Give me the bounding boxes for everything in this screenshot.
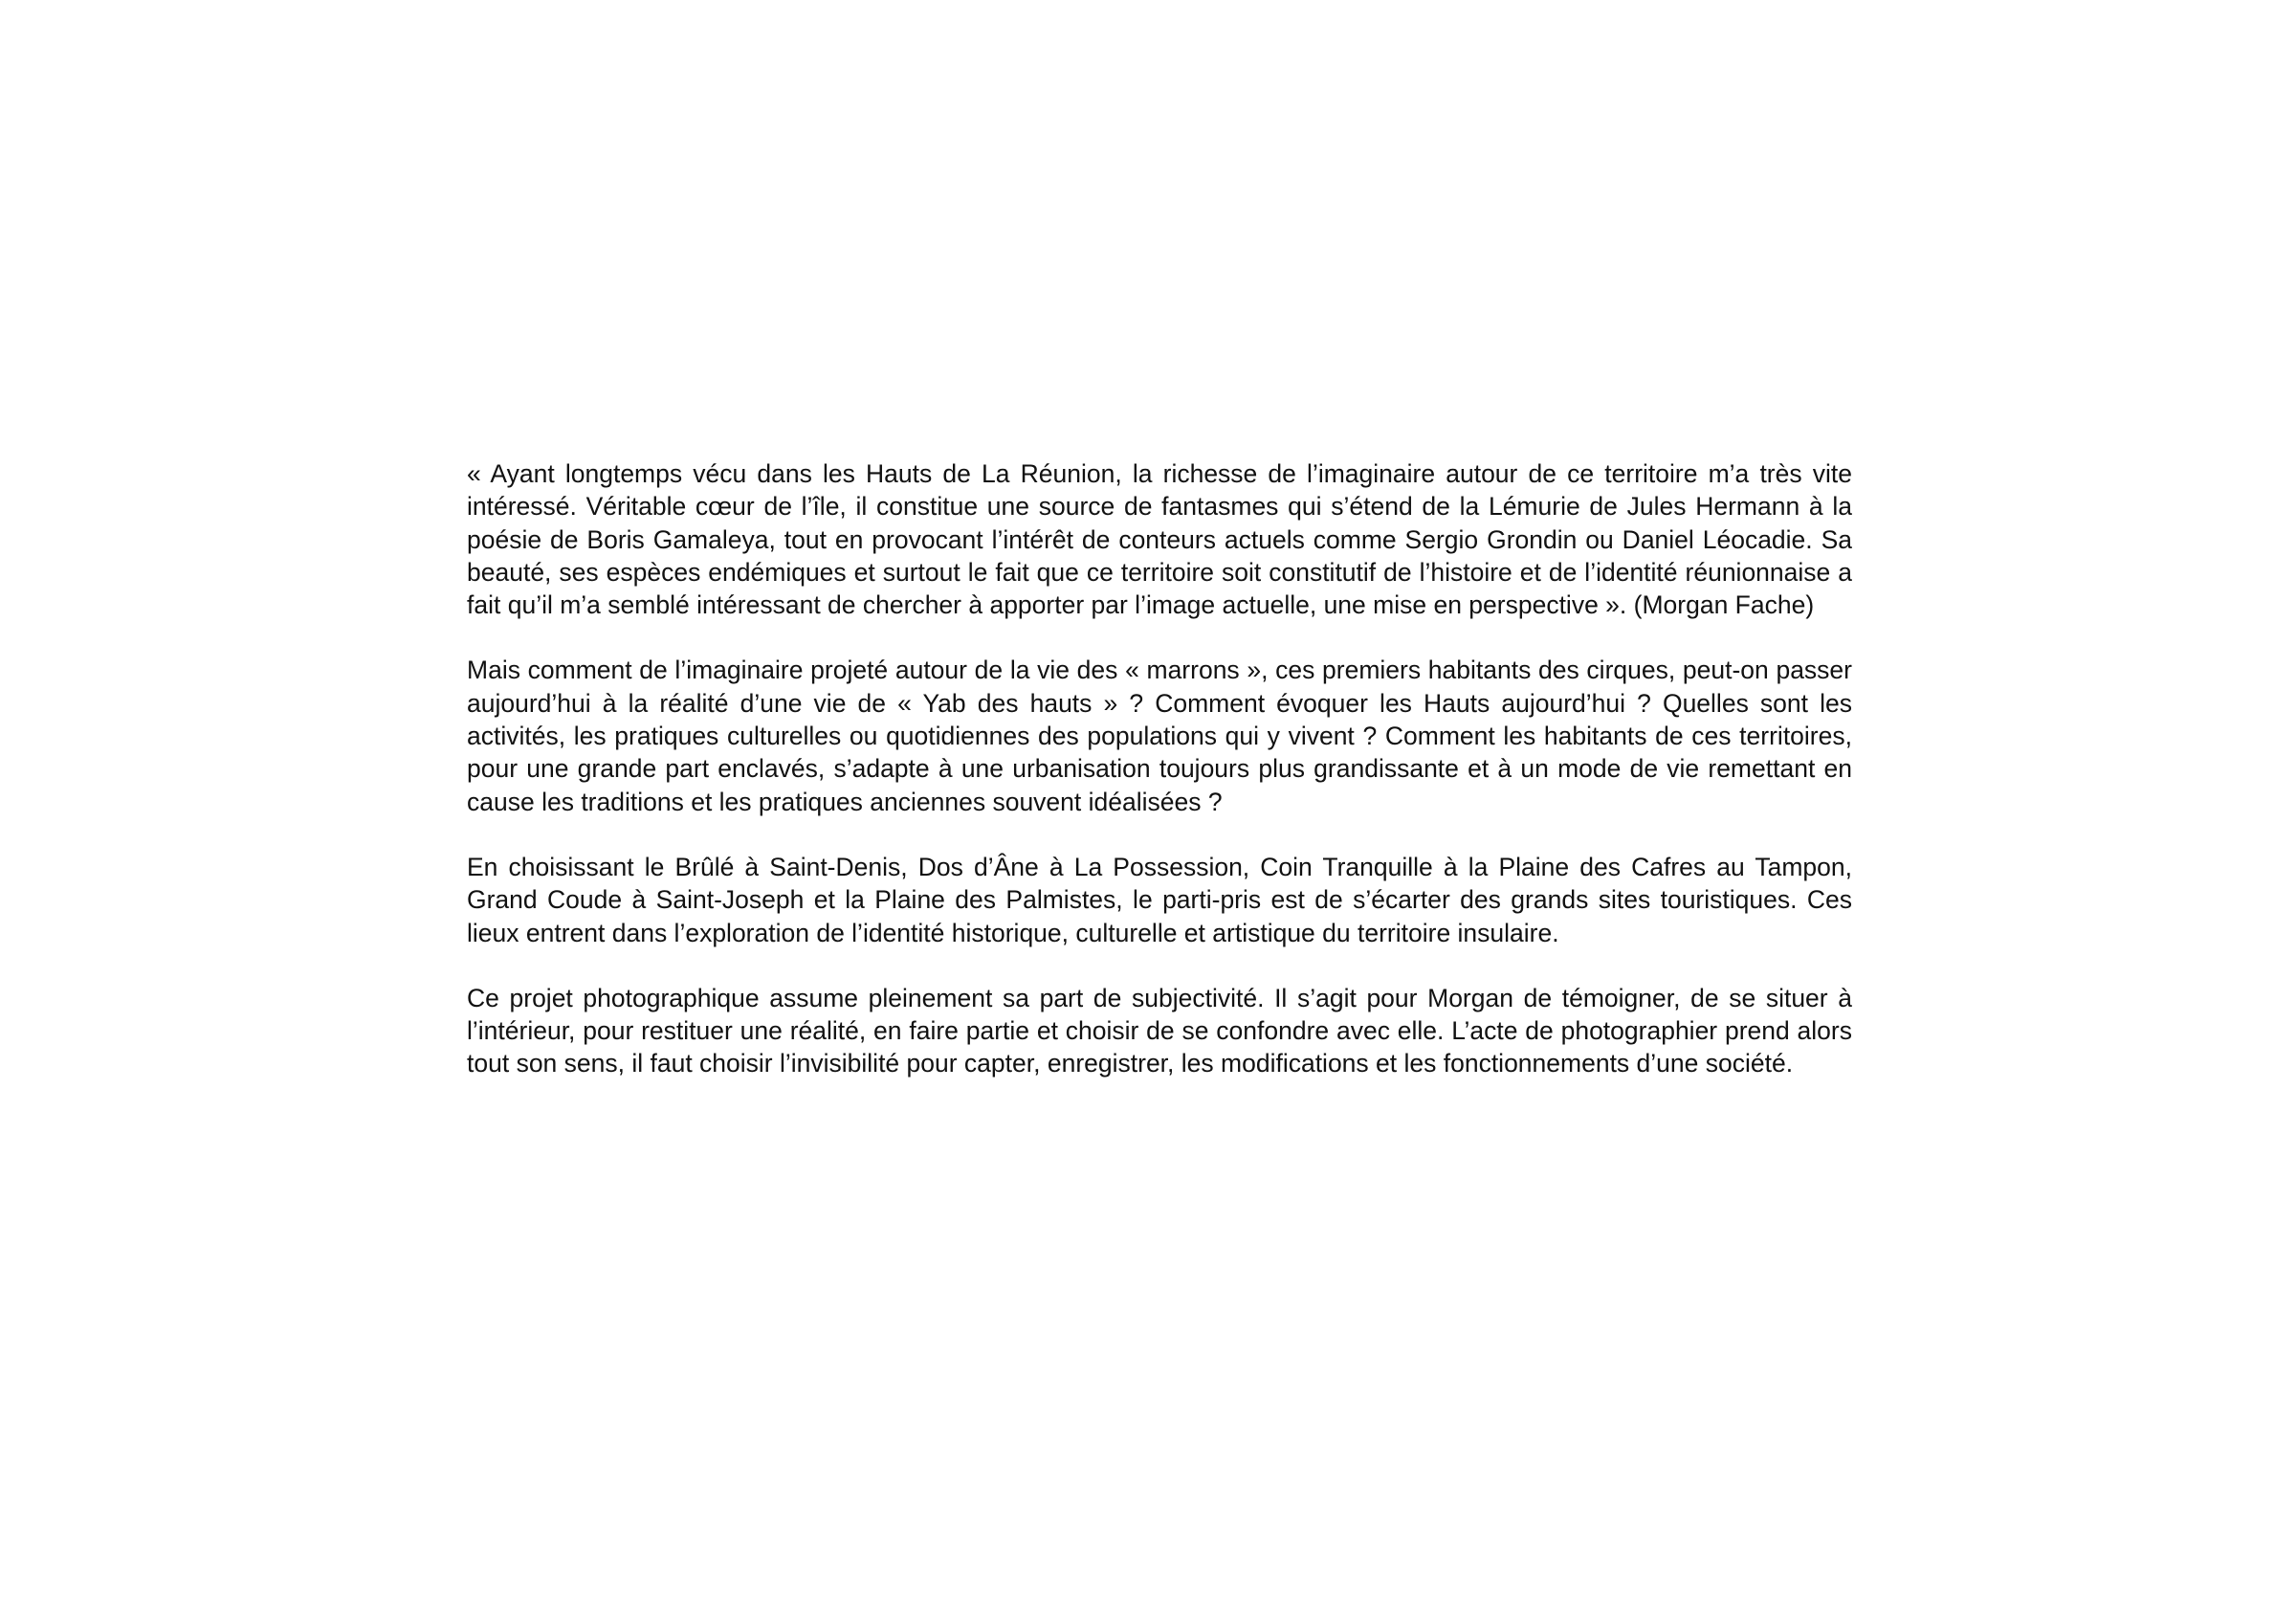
paragraph-quote: « Ayant longtemps vécu dans les Hauts de La Réunion, la richesse de l’imaginaire autour de ce territoire m’a très vite intéressé. Véritable cœur de l’île, il constitue une source de fantasmes qui s’étend de la Lémurie de Jules Hermann à la poésie de Boris Gamaleya, tout en provocant l’intérêt de conteurs actuels comme Sergio Grondin ou Daniel Léocadie. Sa beauté, ses espèces endémiques et surtout le fait que ce territoire soit constitutif de l’histoire et de l’identité réunionnaise a fait qu’il m’a semblé intéressant de chercher à apporter par l’image actuelle, une mise en perspective ». (Morgan Fache) [467,459,1852,620]
body-text [467,457,1852,1080]
paragraph-locations: En choisissant le Brûlé à Saint-Denis, Dos d’Âne à La Possession, Coin Tranquille à la Plaine des Cafres au Tampon, Grand Coude à Saint-Joseph et la Plaine des Palmistes, le parti-pris est de s’écarter des grands sites touristiques. Ces lieux entrent dans l’exploration de l’identité historique, culturelle et artistique du territoire insulaire. [467,852,1852,947]
paragraph-questions: Mais comment de l’imaginaire projeté autour de la vie des « marrons », ces premiers habitants des cirques, peut-on passer aujourd’hui à la réalité d’une vie de « Yab des hauts » ? Comment évoquer les Hauts aujourd’hui ? Quelles sont les activités, les pratiques culturelles ou quotidiennes des populations qui y vivent ? Comment les habitants de ces territoires, pour une grande part enclavés, s’adapte à une urbanisation toujours plus grandissante et à un mode de vie remettant en cause les traditions et les pratiques anciennes souvent idéalisées ? [467,656,1852,816]
paragraph-subjectivity: Ce projet photographique assume pleinement sa part de subjectivité. Il s’agit pour Morgan de témoigner, de se situer à l’intérieur, pour restituer une réalité, en faire partie et choisir de se confondre avec elle. L’acte de photographier prend alors tout son sens, il faut choisir l’invisibilité pour capter, enregistrer, les modifications et les fonctionnements d’une société. [467,983,1852,1078]
